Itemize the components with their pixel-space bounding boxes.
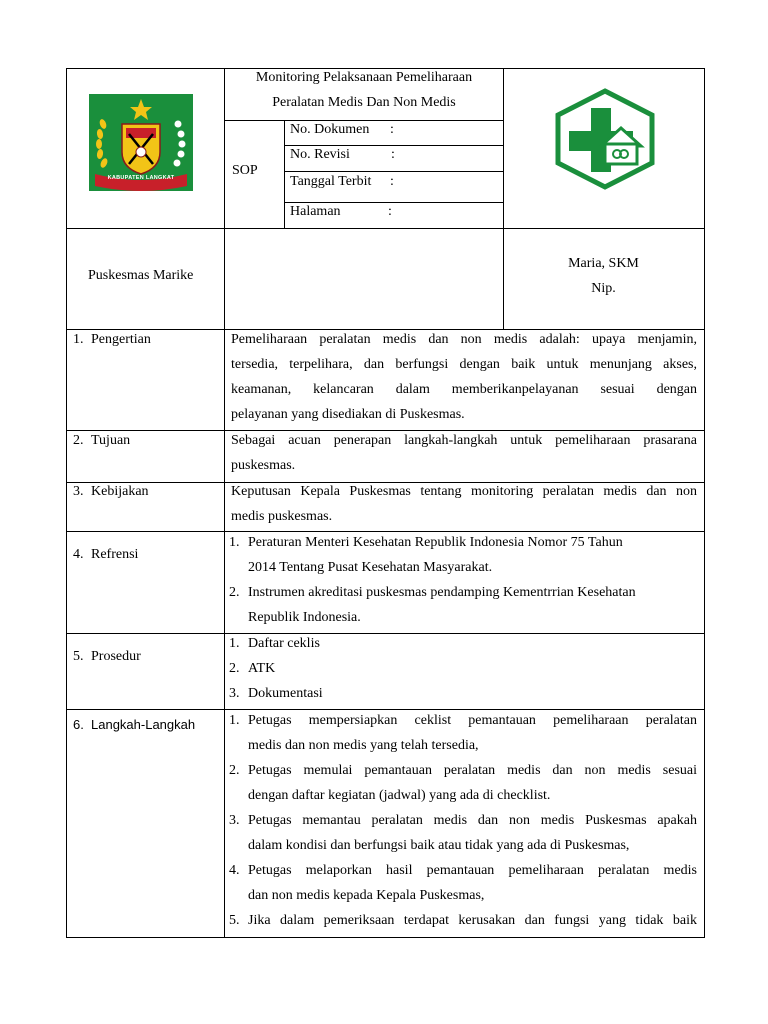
logo-banner-text: KABUPATEN LANGKAT [107,175,175,181]
list-item-number: 3. [229,686,240,701]
section-text-line: tersedia, terpelihara, dan berfungsi dengan baik untuk menunjang akses, [231,357,697,372]
section-title: Tujuan [91,433,131,448]
section-text-line: puskesmas. [231,458,296,473]
list-item-line: Instrumen akreditasi puskesmas pendamping Kementrrian Kesehatan [248,585,636,600]
section-number: 4. [73,547,84,562]
section-number: 5. [73,649,84,664]
list-item-line: Petugas memantau peralatan medis dan non medis Puskesmas apakah [248,813,697,828]
section-number: 3. [73,484,84,499]
puskesmas-logo [553,88,657,190]
section-text-line: medis puskesmas. [231,509,333,524]
section-number: 1. [73,332,84,347]
list-item-line: dan non medis kepada Kepala Puskesmas, [248,888,485,903]
list-item-line: Petugas memulai pemantauan peralatan medis dan non medis sesuai [248,763,697,778]
list-item-number: 2. [229,661,240,676]
section-number: 2. [73,433,84,448]
list-item-line: Daftar ceklis [248,636,320,651]
section-text-line: keamanan, kelancaran dalam memberikanpelayanan sesuai dengan [231,382,697,397]
list-item-line: 2014 Tentang Pusat Kesehatan Masyarakat. [248,560,493,575]
list-item-number: 4. [229,863,240,878]
section-title: Pengertian [91,332,151,347]
kabupaten-langkat-logo [89,94,193,191]
list-item-line: dengan daftar kegiatan (jadwal) yang ada di checklist. [248,788,551,803]
field-no-dokumen-label: No. Dokumen [290,122,370,137]
list-item-number: 5. [229,913,240,928]
signer-nip: Nip. [591,281,616,296]
field-halaman-label: Halaman [290,204,341,219]
sop-label: SOP [232,163,258,178]
field-no-revisi-label: No. Revisi [290,147,350,162]
section-text-line: Keputusan Kepala Puskesmas tentang monitoring peralatan medis dan non [231,484,697,499]
list-item-number: 1. [229,636,240,651]
section-text-line: pelayanan yang disediakan di Puskesmas. [231,407,465,422]
section-number: 6. [73,717,84,732]
puskesmas-name: Puskesmas Marike [88,268,194,283]
list-item-number: 2. [229,763,240,778]
field-halaman-colon: : [388,204,392,219]
list-item-line: Petugas melaporkan hasil pemantauan pemeliharaan peralatan medis [248,863,697,878]
field-tanggal-terbit-label: Tanggal Terbit [290,174,372,189]
list-item-number: 1. [229,535,240,550]
field-no-dokumen-colon: : [390,122,394,137]
section-title: Refrensi [91,547,139,562]
list-item-line: Republik Indonesia. [248,610,361,625]
field-tanggal-terbit-colon: : [390,174,394,189]
document-title-line-2: Peralatan Medis Dan Non Medis [272,95,456,110]
field-no-revisi-colon: : [391,147,395,162]
list-item-number: 3. [229,813,240,828]
section-title: Langkah-Langkah [91,717,196,732]
list-item-line: Peraturan Menteri Kesehatan Republik Indonesia Nomor 75 Tahun [248,535,623,550]
section-title: Kebijakan [91,484,149,499]
section-text-line: Sebagai acuan penerapan langkah-langkah untuk pemeliharaan prasarana [231,433,697,448]
list-item-line: medis dan non medis yang telah tersedia, [248,738,479,753]
signer-name: Maria, SKM [568,256,639,271]
document-title-line-1: Monitoring Pelaksanaan Pemeliharaan [255,70,473,85]
list-item-line: Petugas mempersiapkan ceklist pemantauan pemeliharaan peralatan [248,713,697,728]
list-item-line: Jika dalam pemeriksaan terdapat kerusakan dan fungsi yang tidak baik [248,913,697,928]
section-text-line: Pemeliharaan peralatan medis dan non medis adalah: upaya menjamin, [231,332,697,347]
list-item-number: 1. [229,713,240,728]
list-item-number: 2. [229,585,240,600]
section-title: Prosedur [91,649,141,664]
list-item-line: Dokumentasi [248,686,323,701]
list-item-line: ATK [248,661,276,676]
list-item-line: dalam kondisi dan berfungsi baik atau tidak yang ada di Puskesmas, [248,838,630,853]
